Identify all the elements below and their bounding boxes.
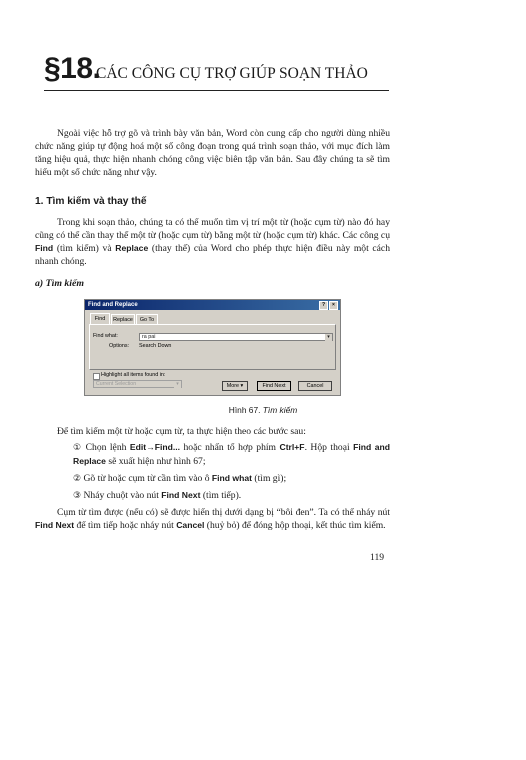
section-heading: 1. Tìm kiếm và thay thế bbox=[35, 196, 147, 207]
steps-intro: Để tìm kiếm một từ hoặc cụm từ, ta thực hiện theo các bước sau: bbox=[57, 426, 306, 437]
step-3: ③ Nháy chuột vào nút Find Next (tìm tiếp). bbox=[73, 490, 242, 501]
find-next-button[interactable]: Find Next bbox=[257, 381, 291, 391]
more-button[interactable]: More ▾ bbox=[222, 381, 248, 391]
find-what-input[interactable] bbox=[139, 333, 333, 341]
dialog-titlebar bbox=[85, 300, 340, 310]
closing-paragraph: Cụm từ tìm được (nếu có) sẽ được hiển thị dưới dạng bị “bôi đen”. Ta có thể nháy nút Find Next để tìm tiếp hoặc nháy nút Cancel (huỷ bỏ) để đóng hộp thoại, kết thúc tìm kiếm. bbox=[35, 507, 390, 531]
intro-paragraph: Ngoài việc hỗ trợ gõ và trình bày văn bản, Word còn cung cấp cho người dùng nhiều chức năng giúp tự động hoá một số công đoạn trong quá trình soạn thảo, với mục đích làm tăng hiệu quả, thực hiện nhanh chóng công việc biên tập văn bản. Sau đây chúng ta sẽ tìm hiểu một số chức năng như vậy. bbox=[35, 128, 390, 178]
find-what-value: ra pai bbox=[142, 334, 156, 340]
chevron-down-icon: ▾ bbox=[174, 381, 181, 388]
tab-find[interactable]: Find bbox=[90, 313, 110, 324]
find-replace-dialog bbox=[84, 299, 341, 396]
find-what-label: Find what: bbox=[93, 333, 118, 339]
highlight-checkbox[interactable] bbox=[93, 373, 100, 380]
close-icon[interactable]: × bbox=[329, 301, 338, 310]
options-value: Search Down bbox=[139, 343, 172, 349]
figure-caption: Hình 67. Tìm kiếm bbox=[228, 405, 298, 415]
chapter-rule bbox=[44, 90, 389, 91]
highlight-select: Current Selection ▾ bbox=[93, 380, 182, 388]
dialog-title: Find and Replace bbox=[88, 302, 138, 308]
chapter-header bbox=[44, 52, 389, 94]
tab-goto[interactable]: Go To bbox=[136, 314, 158, 324]
step-1: ① Chọn lệnh Edit→Find... hoặc nhấn tổ hợp phím Ctrl+F. Hộp thoại Find and Replace sẽ xuất hiện như hình 67; bbox=[73, 442, 390, 467]
help-icon[interactable]: ? bbox=[319, 301, 328, 310]
cancel-button[interactable]: Cancel bbox=[298, 381, 332, 391]
step-2: ② Gõ từ hoặc cụm từ cần tìm vào ô Find what (tìm gì); bbox=[73, 473, 287, 484]
chapter-title: CÁC CÔNG CỤ TRỢ GIÚP SOẠN THẢO bbox=[96, 65, 368, 82]
highlight-label: Highlight all items found in: bbox=[101, 372, 166, 378]
options-label: Options: bbox=[109, 343, 130, 349]
section-paragraph: Trong khi soạn thảo, chúng ta có thể muốn tìm vị trí một từ (hoặc cụm từ) nào đó hay cũng có thể cần thay thế một từ (hoặc cụm từ) bằng một từ (hoặc cụm từ) khác. Các công cụ Find (tìm kiếm) và Replace (thay thế) của Word cho phép thực hiện điều này một cách nhanh chóng. bbox=[35, 217, 390, 267]
subsection-heading: a) Tìm kiếm bbox=[35, 278, 84, 289]
page-number: 119 bbox=[370, 552, 385, 563]
chevron-down-icon[interactable]: ▾ bbox=[325, 334, 332, 341]
chapter-number: §18. bbox=[44, 52, 101, 85]
tab-replace[interactable]: Replace bbox=[111, 314, 135, 324]
